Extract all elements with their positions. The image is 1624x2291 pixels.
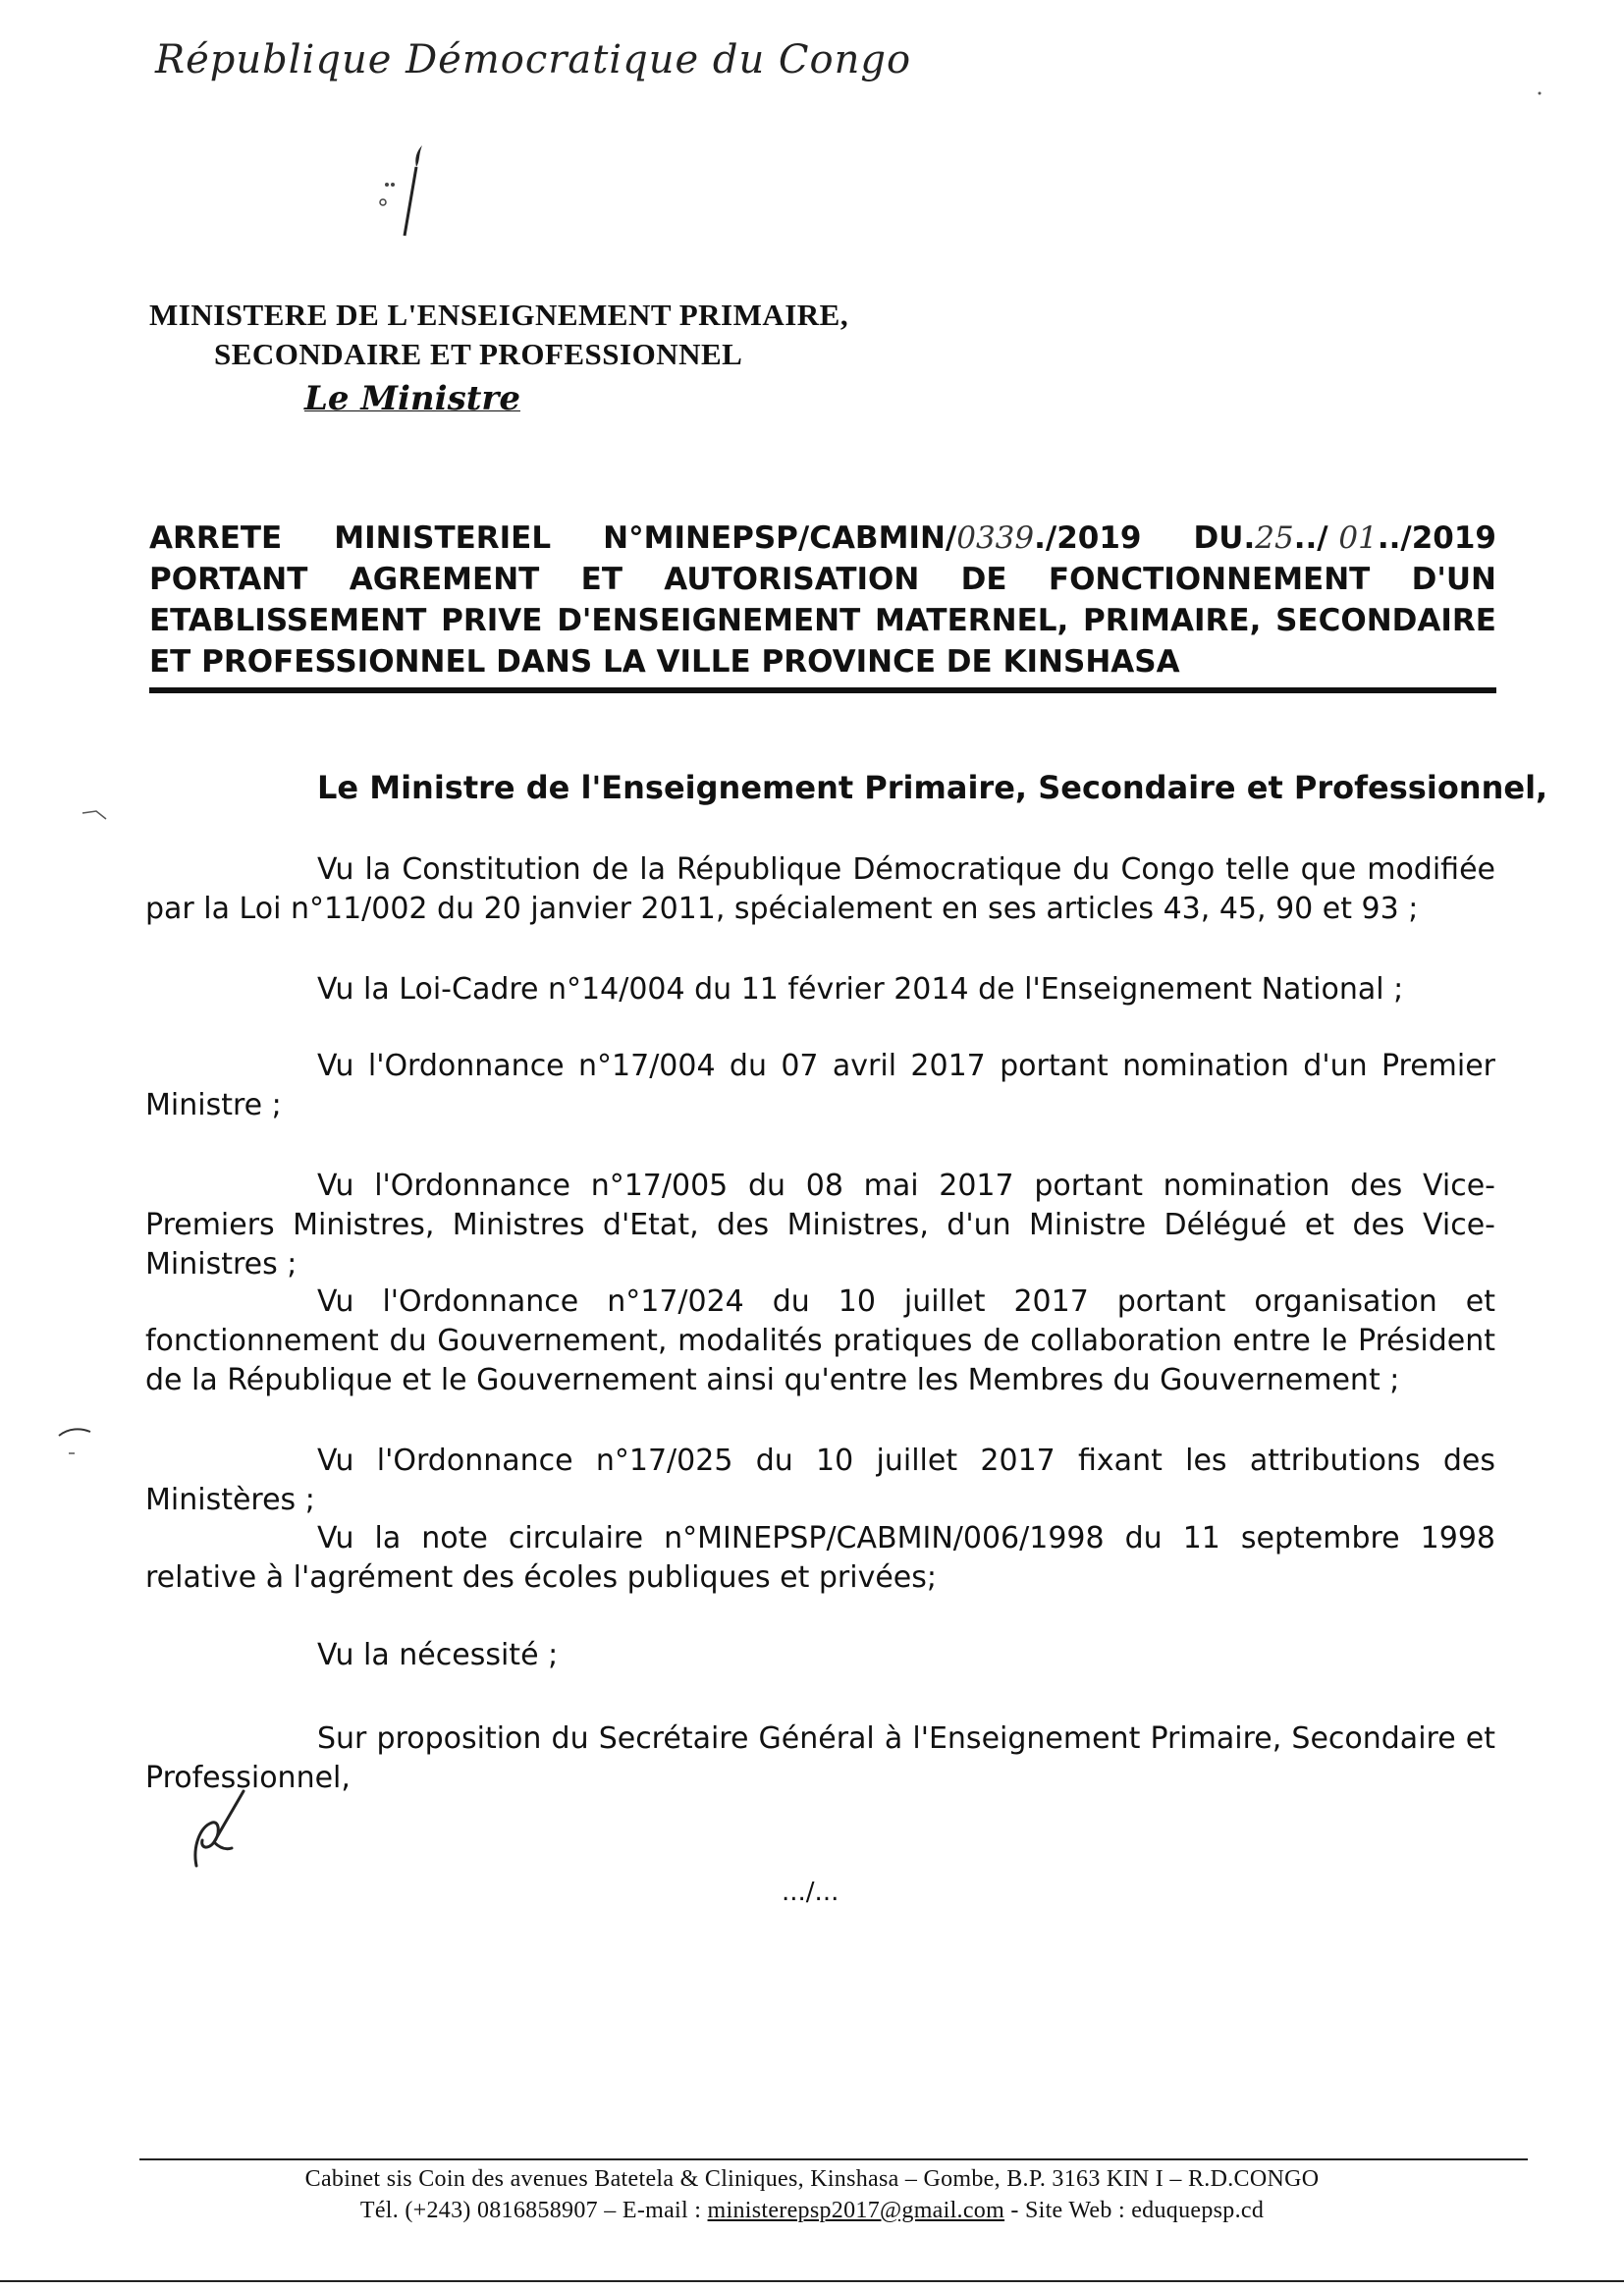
handwritten-day: 25 [1255,520,1294,556]
ministry-name-line1: MINISTERE DE L'ENSEIGNEMENT PRIMAIRE, [149,298,849,332]
considerant-paragraph: Sur proposition du Secrétaire Général à l'Enseignement Primaire, Secondaire et Professionnel, [145,1721,1495,1795]
footer-contact [0,2198,1624,2224]
footer-phone: Tél. (+243) 0816858907 – E-mail : [359,2198,708,2223]
bottom-edge-rule [0,2280,1624,2282]
title-word: D'ENSEIGNEMENT [557,603,861,638]
title-line-2 [149,559,1496,600]
title-word: PRIMAIRE, [1083,603,1262,638]
torch-emblem-icon [371,137,440,245]
title-word: FONCTIONNEMENT [1048,562,1371,597]
handwritten-initial-icon [187,1785,255,1874]
considerant-paragraph: Vu la Loi-Cadre n°14/004 du 11 février 2014 de l'Enseignement National ; [317,972,1404,1007]
title-word: MATERNEL, [875,603,1069,638]
decree-subject: Le Ministre de l'Enseignement Primaire, Secondaire et Professionnel, [317,769,1548,806]
title-line-3 [149,600,1496,641]
title-word: ETABLISSEMENT [149,603,427,638]
considerant-paragraph: Vu l'Ordonnance n°17/005 du 08 mai 2017 portant nomination des Vice-Premiers Ministres, Ministres d'Etat, des Ministres, d'un Ministre Délégué et des Vice-Ministres ; [145,1169,1495,1282]
title-word: PRIVE [441,603,543,638]
decree-title [149,518,1496,682]
title-word: D'UN [1411,562,1496,597]
title-word: MINISTERIEL [334,520,552,556]
scan-mark-icon [55,1422,94,1461]
footer-address: Cabinet sis Coin des avenues Batetela & Cliniques, Kinshasa – Gombe, B.P. 3163 KIN I – R.D.CONGO [304,2166,1320,2192]
considerant-paragraph: Vu l'Ordonnance n°17/024 du 10 juillet 2017 portant organisation et fonctionnement du Gouvernement, modalités pratiques de collaboration entre le Président de la République et le Gouvernement ainsi qu'entre les Membres du Gouvernement ; [145,1284,1495,1397]
footer-rule [139,2158,1528,2160]
decree-date: DU.25../ 01../2019 [1193,520,1496,556]
title-word: AUTORISATION [664,562,920,597]
title-word: ET [580,562,623,597]
considerant-paragraph: Vu l'Ordonnance n°17/025 du 10 juillet 2017 fixant les attributions des Ministères ; [145,1444,1495,1517]
republic-heading: République Démocratique du Congo [155,37,912,82]
title-word: ARRETE [149,520,283,556]
decree-number: N°MINEPSP/CABMIN/0339./2019 [603,520,1142,556]
title-underline-rule [149,687,1496,693]
considerant-paragraph: Vu la nécessité ; [317,1638,559,1672]
title-line-1 [149,518,1496,559]
handwritten-month: 01 [1338,520,1378,556]
title-word: PORTANT [149,562,308,597]
footer-website: - Site Web : eduquepsp.cd [1004,2198,1265,2223]
considerant-paragraph: Vu la note circulaire n°MINEPSP/CABMIN/006/1998 du 11 septembre 1998 relative à l'agrément des écoles publiques et privées; [145,1521,1495,1595]
title-word: AGREMENT [349,562,540,597]
title-word: SECONDAIRE [1275,603,1496,638]
ministry-name-line2: SECONDAIRE ET PROFESSIONNEL [214,337,743,371]
title-word: DE [960,562,1007,597]
footer-email-link[interactable]: ministerepsp2017@gmail.com [707,2198,1005,2223]
handwritten-decree-number: 0339 [956,520,1035,556]
minister-title: Le Ministre [304,379,520,418]
title-line-4: ET PROFESSIONNEL DANS LA VILLE PROVINCE DE KINSHASA [149,644,1180,680]
continuation-mark: .../... [782,1878,839,1907]
considerant-paragraph: Vu l'Ordonnance n°17/004 du 07 avril 2017 portant nomination d'un Premier Ministre ; [145,1049,1495,1122]
scan-dot-icon [1537,90,1543,96]
considerant-paragraph: Vu la Constitution de la République Démocratique du Congo telle que modifiée par la Loi n°11/002 du 20 janvier 2011, spécialement en ses articles 43, 45, 90 et 93 ; [145,852,1495,926]
scan-mark-icon [81,803,110,823]
